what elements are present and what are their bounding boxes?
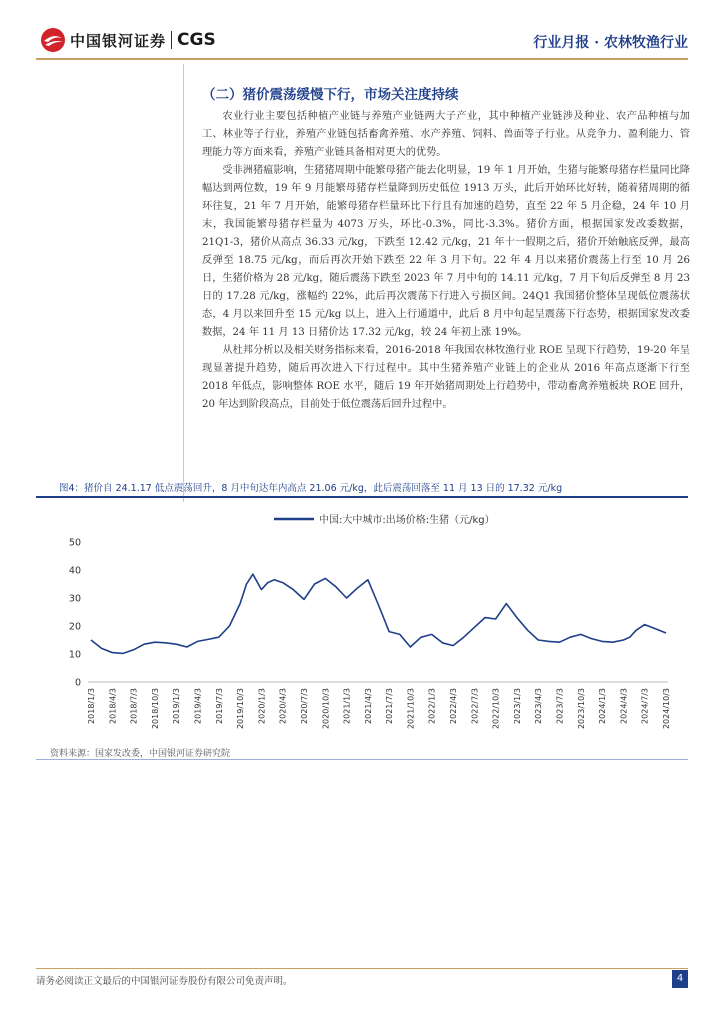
x-tick-label: 2024/10/3 xyxy=(662,688,671,730)
paragraph-1: 农业行业主要包括种植产业链与养殖产业链两大子产业，其中种植产业链涉及种业、农产品种植与加工、林业等子行业，养殖产业链包括畜禽养殖、水产养殖、饲料、兽面等子行业。从竞争力、盈利能力、管理能力等方面来看，养殖产业链具备相对更大的优势。 xyxy=(202,111,690,158)
x-tick-label: 2020/10/3 xyxy=(321,688,331,730)
x-tick-label: 2021/1/3 xyxy=(342,688,352,724)
x-tick-label: 2019/4/3 xyxy=(193,688,203,724)
x-tick-label: 2024/4/3 xyxy=(619,688,629,724)
y-tick-label: 50 xyxy=(68,537,81,549)
page-header xyxy=(0,0,724,64)
x-tick-label: 2019/10/3 xyxy=(236,688,246,730)
logo-chinese-name: 中国银河证券 xyxy=(70,31,167,50)
company-logo xyxy=(40,27,216,53)
paragraph-2: 受非洲猪瘟影响，生猪猪周期中能繁母猪产能去化明显，19 年 1 月开始，生猪与能繁母猪存栏量同比降幅达到两位数，19 年 9 月能繁母猪存栏量降到历史低位 1913 万头，此后开始环比好转，随着猪周期的循环往复，21 年 7 月开始，能繁母猪存栏量环比下行且有加速的趋势，直至 22 年 5 月企稳，24 年 10 月末，我国能繁母猪存栏量为 4073 万头，环比-0.3%，同比-3.3%。猪价方面，根据国家发改委数据，21Q1-3，猪价从高点 36.33 元/kg，下跌至 12.42 元/kg，21 年十一假期之后，猪价开始触底反弹，最高反弹至 18.75 元/kg，而后再次开始下跌至 22 年 3 月下旬。22 年 4 月以来猪价震荡上行至 10 月 26 日，生猪价格为 28 元/kg，随后震荡下跌至 2023 年 7 月中旬的 14.11 元/kg，7 月下旬后反弹至 8 月 23 日的 17.28 元/kg，涨幅约 22%，此后再次震荡下行进入亏损区间。24Q1 我国猪价整体呈现低位震荡状态，4 月以来回升至 15 元/kg 以上，进入上行通道中，此后 8 月中旬起呈震荡下行态势，根据国家发改委数据，24 年 11 月 13 日猪价达 17.32 元/kg，较 24 年初上涨 19%。 xyxy=(202,165,690,338)
body-text xyxy=(202,108,690,414)
footer-divider xyxy=(36,968,688,969)
x-tick-label: 2021/7/3 xyxy=(385,688,395,724)
report-type-label: 行业月报 · 农林牧渔行业 xyxy=(533,35,688,51)
x-tick-label: 2022/1/3 xyxy=(427,688,437,724)
x-tick-label: 2018/10/3 xyxy=(150,688,160,730)
x-tick-label: 2018/1/3 xyxy=(87,688,96,724)
x-tick-label: 2023/4/3 xyxy=(534,688,544,724)
x-tick-label: 2018/4/3 xyxy=(108,688,118,724)
x-tick-label: 2022/4/3 xyxy=(449,688,459,724)
section-title: （二）猪价震荡缓慢下行，市场关注度持续 xyxy=(202,87,459,103)
x-tick-label: 2021/4/3 xyxy=(363,688,373,724)
x-tick-label: 2019/1/3 xyxy=(172,688,182,724)
y-axis-ticks xyxy=(69,538,81,689)
x-tick-label: 2022/10/3 xyxy=(491,688,501,730)
x-tick-label: 2023/7/3 xyxy=(555,688,565,724)
y-tick-label: 40 xyxy=(68,565,81,577)
x-tick-label: 2024/1/3 xyxy=(598,688,608,724)
y-tick-label: 0 xyxy=(74,677,81,689)
figure-caption: 图4：猪价自 24.1.17 低点震荡回升，8 月中旬达年内高点 21.06 元/kg，此后震荡回落至 11 月 13 日的 17.32 元/kg xyxy=(36,480,688,498)
footer-disclaimer: 请务必阅读正文最后的中国银河证券股份有限公司免责声明。 xyxy=(36,976,293,987)
paragraph-3: 从杜邦分析以及相关财务指标来看，2016-2018 年我国农林牧渔行业 ROE 呈现下行趋势，19-20 年呈现显著提升趋势，随后再次进入下行过程中。其中生猪养殖产业链上的企业从 2016 年高点逐渐下行至 2018 年低点，影响整体 ROE 水平，随后 19 年开始猪周期处上行趋势中，带动畜禽养殖板块 ROE 回升，20 年达到阶段高点，目前处于低位震荡后回升过程中。 xyxy=(202,345,690,410)
chart-svg xyxy=(36,500,688,740)
galaxy-securities-logo-icon xyxy=(40,27,66,53)
logo-divider xyxy=(171,31,172,49)
legend-label: 中国:大中城市:出场价格:生猪（元/kg） xyxy=(319,515,495,526)
sidebar-divider xyxy=(183,64,184,502)
y-tick-label: 30 xyxy=(68,593,81,605)
hog-price-chart xyxy=(36,500,688,740)
logo-english-name: CGS xyxy=(177,30,216,50)
x-tick-label: 2023/1/3 xyxy=(512,688,522,724)
y-tick-label: 10 xyxy=(68,649,81,661)
x-tick-label: 2023/10/3 xyxy=(576,688,586,730)
x-tick-label: 2020/7/3 xyxy=(299,688,309,724)
x-tick-label: 2020/4/3 xyxy=(278,688,288,724)
header-divider xyxy=(36,58,688,60)
y-tick-label: 20 xyxy=(68,621,81,633)
x-tick-label: 2022/7/3 xyxy=(470,688,480,724)
x-tick-label: 2024/7/3 xyxy=(640,688,650,724)
x-tick-label: 2019/7/3 xyxy=(214,688,224,724)
series-line-hog-price xyxy=(91,574,666,653)
figure-source: 资料来源：国家发改委，中国银河证券研究院 xyxy=(36,746,688,760)
x-tick-label: 2018/7/3 xyxy=(129,688,139,724)
x-tick-label: 2020/1/3 xyxy=(257,688,267,724)
x-axis-ticks xyxy=(87,688,671,729)
page-number: 4 xyxy=(672,970,688,988)
x-tick-label: 2021/10/3 xyxy=(406,688,416,730)
